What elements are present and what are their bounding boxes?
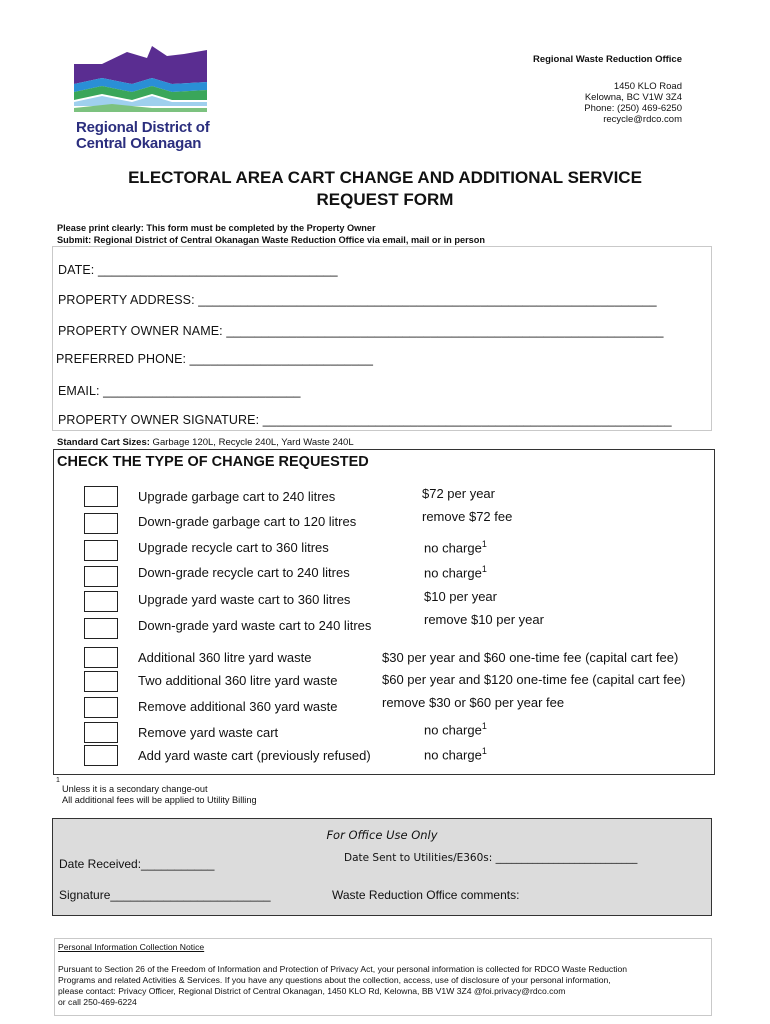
row-label-upgrade-yard: Upgrade yard waste cart to 360 litres <box>138 592 351 607</box>
row-fee-remove-additional-yard: remove $30 or $60 per year fee <box>382 695 565 710</box>
form-title <box>0 167 770 211</box>
instructions <box>57 222 485 246</box>
row-fee-downgrade-garbage: remove $72 fee <box>422 509 513 524</box>
row-fee-two-additional-yard: $60 per year and $120 one-time fee (capital cart fee) <box>382 672 686 687</box>
row-fee-upgrade-garbage: $72 per year <box>422 486 495 501</box>
footnote-ref: 1 <box>481 746 487 756</box>
standard-cart-sizes <box>57 437 354 448</box>
row-fee-add-yard-cart <box>424 746 487 762</box>
row-fee-additional-yard: $30 per year and $60 one-time fee (capital cart fee) <box>382 650 679 665</box>
footnote-line-2: All additional fees will be applied to Utility Billing <box>62 795 257 805</box>
privacy-line-1: Pursuant to Section 26 of the Freedom of Information and Protection of Privacy Act, your personal information is collected for RDCO Waste Reduction <box>58 964 628 974</box>
row-fee-add-yard-cart-text: no charge <box>424 747 482 763</box>
checkbox-add-yard-cart[interactable] <box>84 745 118 766</box>
office-address-block <box>533 54 682 125</box>
checkbox-upgrade-yard[interactable] <box>84 591 118 612</box>
privacy-line-4: or call 250-469-6224 <box>58 997 137 1007</box>
checkbox-remove-yard-cart[interactable] <box>84 722 118 743</box>
logo-line-1: Regional District of <box>76 119 210 136</box>
row-label-remove-additional-yard: Remove additional 360 yard waste <box>138 699 338 714</box>
row-label-downgrade-yard: Down-grade yard waste cart to 240 litres <box>138 618 372 633</box>
row-label-two-additional-yard: Two additional 360 litre yard waste <box>138 673 338 688</box>
change-request-heading: CHECK THE TYPE OF CHANGE REQUESTED <box>57 454 369 470</box>
logo-line-2: Central Okanagan <box>76 135 202 152</box>
form-title-line-2: REQUEST FORM <box>316 190 454 209</box>
office-title: Regional Waste Reduction Office <box>532 54 682 65</box>
row-label-add-yard-cart: Add yard waste cart (previously refused) <box>138 748 371 763</box>
row-label-upgrade-recycle: Upgrade recycle cart to 360 litres <box>138 540 329 555</box>
standard-cart-sizes-label: Standard Cart Sizes: <box>57 437 150 448</box>
checkbox-additional-yard[interactable] <box>84 647 118 668</box>
date-field[interactable]: DATE: __________________________________ <box>58 263 338 277</box>
office-phone: Phone: (250) 469-6250 <box>584 103 682 114</box>
row-fee-downgrade-recycle <box>424 564 487 580</box>
checkbox-two-additional-yard[interactable] <box>84 671 118 692</box>
footnote-mark: 1 <box>56 777 60 784</box>
preferred-phone-field[interactable]: PREFERRED PHONE: __________________________ <box>56 352 374 366</box>
standard-cart-sizes-value: Garbage 120L, Recycle 240L, Yard Waste 240L <box>149 437 354 448</box>
row-fee-upgrade-recycle <box>424 539 487 555</box>
row-fee-upgrade-yard: $10 per year <box>424 589 497 604</box>
checkbox-downgrade-garbage[interactable] <box>84 513 118 534</box>
row-label-downgrade-recycle: Down-grade recycle cart to 240 litres <box>138 565 350 580</box>
property-owner-signature-field[interactable]: PROPERTY OWNER SIGNATURE: __________________________________________________________ <box>58 413 672 427</box>
logo-text <box>76 120 210 152</box>
row-fee-remove-yard-cart <box>424 721 487 737</box>
date-received-field[interactable]: Date Received:___________ <box>59 857 215 871</box>
checkbox-upgrade-recycle[interactable] <box>84 540 118 561</box>
footnote-ref: 1 <box>481 539 487 549</box>
row-fee-downgrade-yard: remove $10 per year <box>424 612 544 627</box>
row-label-downgrade-garbage: Down-grade garbage cart to 120 litres <box>138 514 357 529</box>
footnote-line-1: Unless it is a secondary change-out <box>62 784 208 794</box>
row-fee-remove-yard-cart-text: no charge <box>424 722 482 738</box>
privacy-notice-heading: Personal Information Collection Notice <box>58 942 205 952</box>
office-comments-label: Waste Reduction Office comments: <box>332 888 520 902</box>
instructions-line-2: Submit: Regional District of Central Okanagan Waste Reduction Office via email, mail or in person <box>57 235 485 245</box>
office-signature-field[interactable]: Signature________________________ <box>59 888 271 902</box>
date-sent-field[interactable]: Date Sent to Utilities/E360s: ___________________________ <box>344 852 638 864</box>
footnote-ref: 1 <box>481 721 487 731</box>
checkbox-upgrade-garbage[interactable] <box>84 486 118 507</box>
email-field[interactable]: EMAIL: ____________________________ <box>58 384 301 398</box>
privacy-line-3: please contact: Privacy Officer, Regional District of Central Okanagan, 1450 KLO Rd, Kelowna, BB V1W 3Z4 @foi.privacy@rdco.com <box>58 986 566 996</box>
property-owner-name-field[interactable]: PROPERTY OWNER NAME: ______________________________________________________________ <box>58 324 664 338</box>
privacy-line-2: Programs and related Activities & Services. If you have any questions about the collection, access, use of disclosure of your personal information, <box>58 975 611 985</box>
property-address-field[interactable]: PROPERTY ADDRESS: _________________________________________________________________ <box>58 293 657 307</box>
rdco-logo-graphic <box>72 44 212 120</box>
office-use-box <box>52 818 712 916</box>
row-fee-upgrade-recycle-text: no charge <box>424 540 482 556</box>
office-email: recycle@rdco.com <box>603 114 682 125</box>
privacy-notice-body <box>58 964 708 1008</box>
row-label-upgrade-garbage: Upgrade garbage cart to 240 litres <box>138 489 336 504</box>
checkbox-remove-additional-yard[interactable] <box>84 697 118 718</box>
checkbox-downgrade-recycle[interactable] <box>84 566 118 587</box>
footnote <box>58 776 257 806</box>
office-use-title: For Office Use Only <box>326 828 438 842</box>
form-title-line-1: ELECTORAL AREA CART CHANGE AND ADDITIONAL SERVICE <box>128 168 642 187</box>
row-label-additional-yard: Additional 360 litre yard waste <box>138 650 312 665</box>
office-street: 1450 KLO Road <box>613 81 682 92</box>
property-details-box <box>52 246 712 431</box>
office-city: Kelowna, BC V1W 3Z4 <box>584 92 682 103</box>
row-fee-downgrade-recycle-text: no charge <box>424 565 482 581</box>
row-label-remove-yard-cart: Remove yard waste cart <box>138 725 279 740</box>
footnote-ref: 1 <box>481 564 487 574</box>
checkbox-downgrade-yard[interactable] <box>84 618 118 639</box>
instructions-line-1: Please print clearly: This form must be completed by the Property Owner <box>57 223 376 233</box>
